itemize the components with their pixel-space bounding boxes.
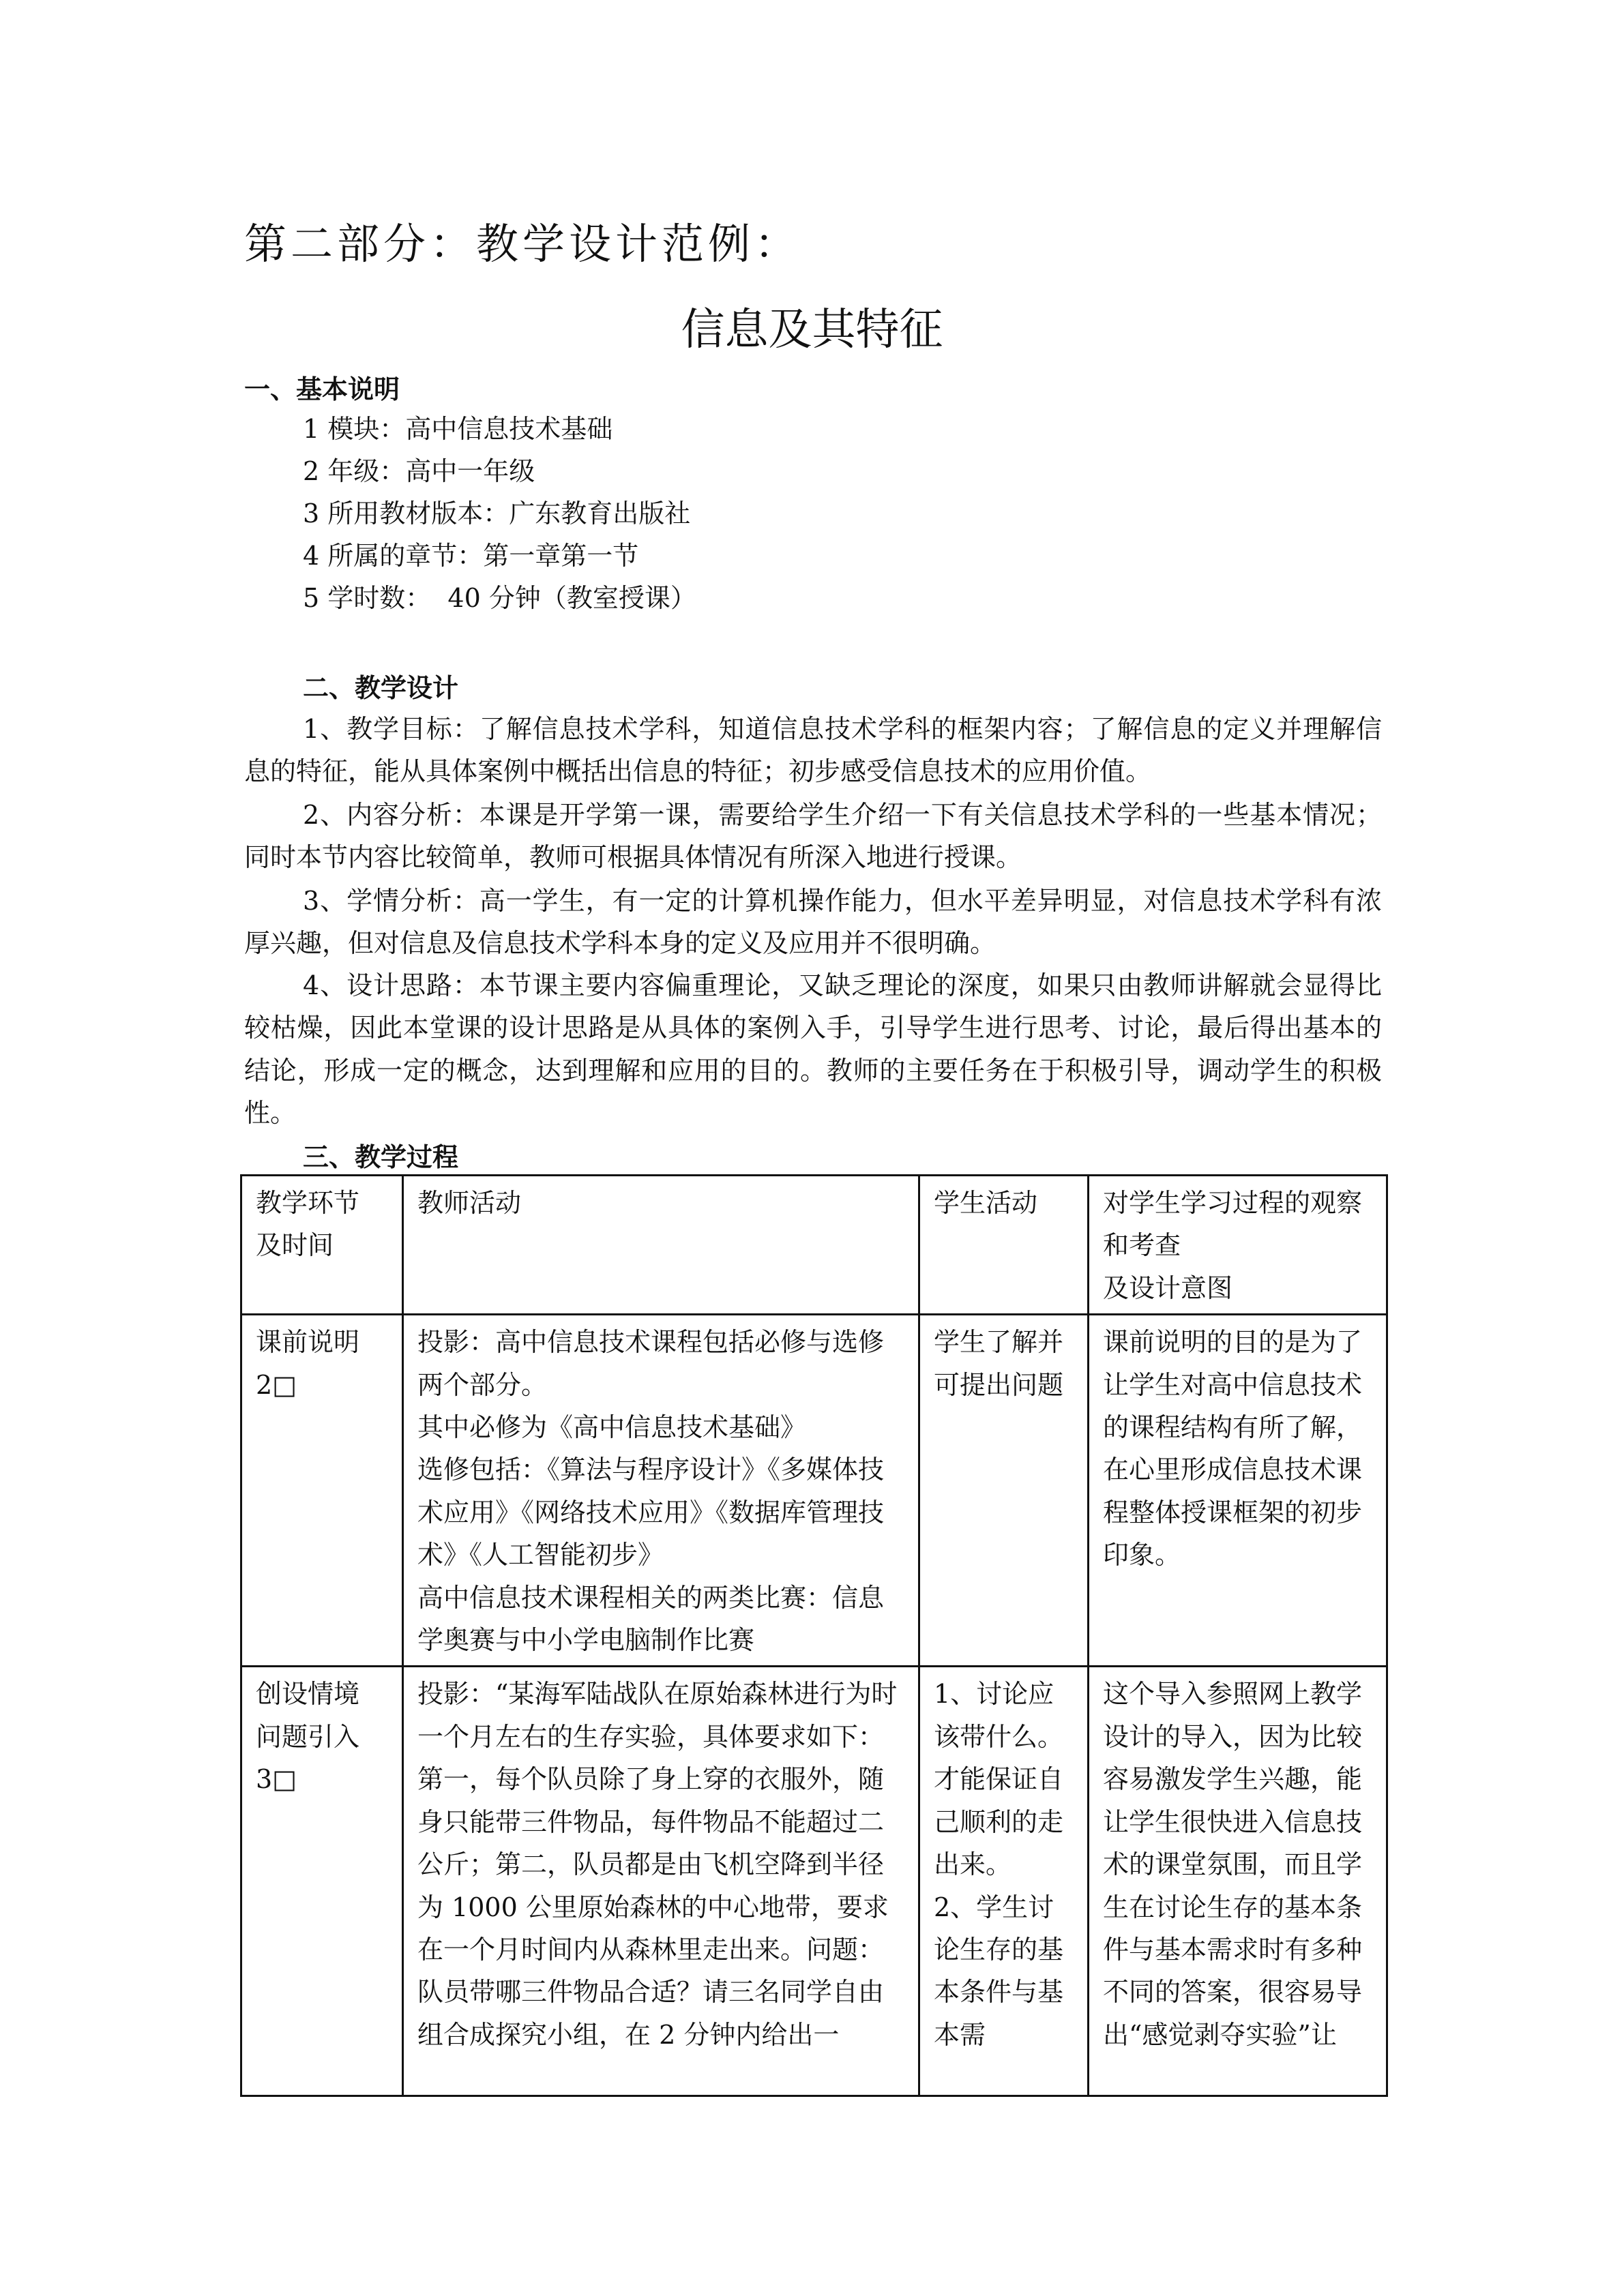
paragraph-goals: 1、教学目标：了解信息技术学科，知道信息技术学科的框架内容；了解信息的定义并理解信息的特征，能从具体案例中概括出信息的特征；初步感受信息技术的应用价值。: [244, 714, 1382, 787]
basic-info-item: 4 所属的章节：第一章第一节: [303, 541, 639, 571]
table-row: [241, 1667, 1387, 2096]
section-heading-design: 二、教学设计: [303, 673, 459, 703]
basic-info-item: 2 年级：高中一年级: [303, 456, 535, 486]
teaching-process-table: [240, 1174, 1388, 2097]
basic-info-item: 5 学时数： 40 分钟（教室授课）: [303, 583, 696, 613]
cell-design-intent: 课前说明的目的是为了让学生对高中信息技术的课程结构有所了解，在心里形成信息技术课程整体授课框架的初步印象。: [1089, 1315, 1387, 1667]
basic-info-item: 1 模块：高中信息技术基础: [303, 414, 613, 444]
table-row: [241, 1315, 1387, 1667]
basic-info-list: [303, 408, 696, 619]
header-cell-student: 学生活动: [919, 1176, 1089, 1315]
part-title: 第二部分：教学设计范例：: [244, 219, 801, 269]
cell-student-activity: 1、讨论应该带什么。才能保证自己顺利的走出来。 2、学生讨论生存的基本条件与基本需: [919, 1667, 1089, 2096]
cell-student-activity: 学生了解并可提出问题: [919, 1315, 1089, 1667]
paragraph-design-idea: 4、设计思路：本节课主要内容偏重理论，又缺乏理论的深度，如果只由教师讲解就会显得比较枯燥，因此本堂课的设计思路是从具体的案例入手，引导学生进行思考、讨论，最后得出基本的结论，形成一定的概念，达到理解和应用的目的。教师的主要任务在于积极引导，调动学生的积极性。: [244, 970, 1382, 1129]
header-cell-intent: 对学生学习过程的观察和考查 及设计意图: [1089, 1176, 1387, 1315]
cell-teacher-activity: 投影：“某海军陆战队在原始森林进行为时一个月左右的生存实验，具体要求如下：第一，每个队员除了身上穿的衣服外，随身只能带三件物品，每件物品不能超过二公斤；第二，队员都是由飞机空降到半径为 1000 公里原始森林的中心地带，要求在一个月时间内从森林里走出来。问题：队员带哪三件物品合适？请三名同学自由组合成探究小组，在 2 分钟内给出一: [403, 1667, 919, 2096]
section-heading-basic: 一、基本说明: [244, 374, 400, 404]
document-title: 信息及其特征: [681, 305, 943, 355]
header-cell-stage: 教学环节 及时间: [241, 1176, 403, 1315]
basic-info-item: 3 所用教材版本：广东教育出版社: [303, 498, 691, 528]
cell-teacher-activity: 投影：高中信息技术课程包括必修与选修两个部分。 其中必修为《高中信息技术基础》 选修包括：《算法与程序设计》《多媒体技术应用》《网络技术应用》《数据库管理技术》《人工智能初步》 高中信息技术课程相关的两类比赛：信息学奥赛与中小学电脑制作比赛: [403, 1315, 919, 1667]
table-header-row: [241, 1176, 1387, 1315]
cell-design-intent: 这个导入参照网上教学设计的导入，因为比较容易激发学生兴趣，能让学生很快进入信息技术的课堂氛围，而且学生在讨论生存的基本条件与基本需求时有多种不同的答案，很容易导出“感觉剥夺实验”让: [1089, 1667, 1387, 2096]
header-cell-teacher: 教师活动: [403, 1176, 919, 1315]
cell-stage: 创设情境 问题引入 3□: [241, 1667, 403, 2096]
section-heading-process: 三、教学过程: [303, 1142, 459, 1172]
paragraph-content-analysis: 2、内容分析：本课是开学第一课，需要给学生介绍一下有关信息技术学科的一些基本情况；同时本节内容比较简单，教师可根据具体情况有所深入地进行授课。: [244, 800, 1382, 873]
paragraph-learner-analysis: 3、学情分析：高一学生，有一定的计算机操作能力，但水平差异明显，对信息技术学科有浓厚兴趣，但对信息及信息技术学科本身的定义及应用并不很明确。: [244, 886, 1382, 959]
cell-stage: 课前说明 2□: [241, 1315, 403, 1667]
